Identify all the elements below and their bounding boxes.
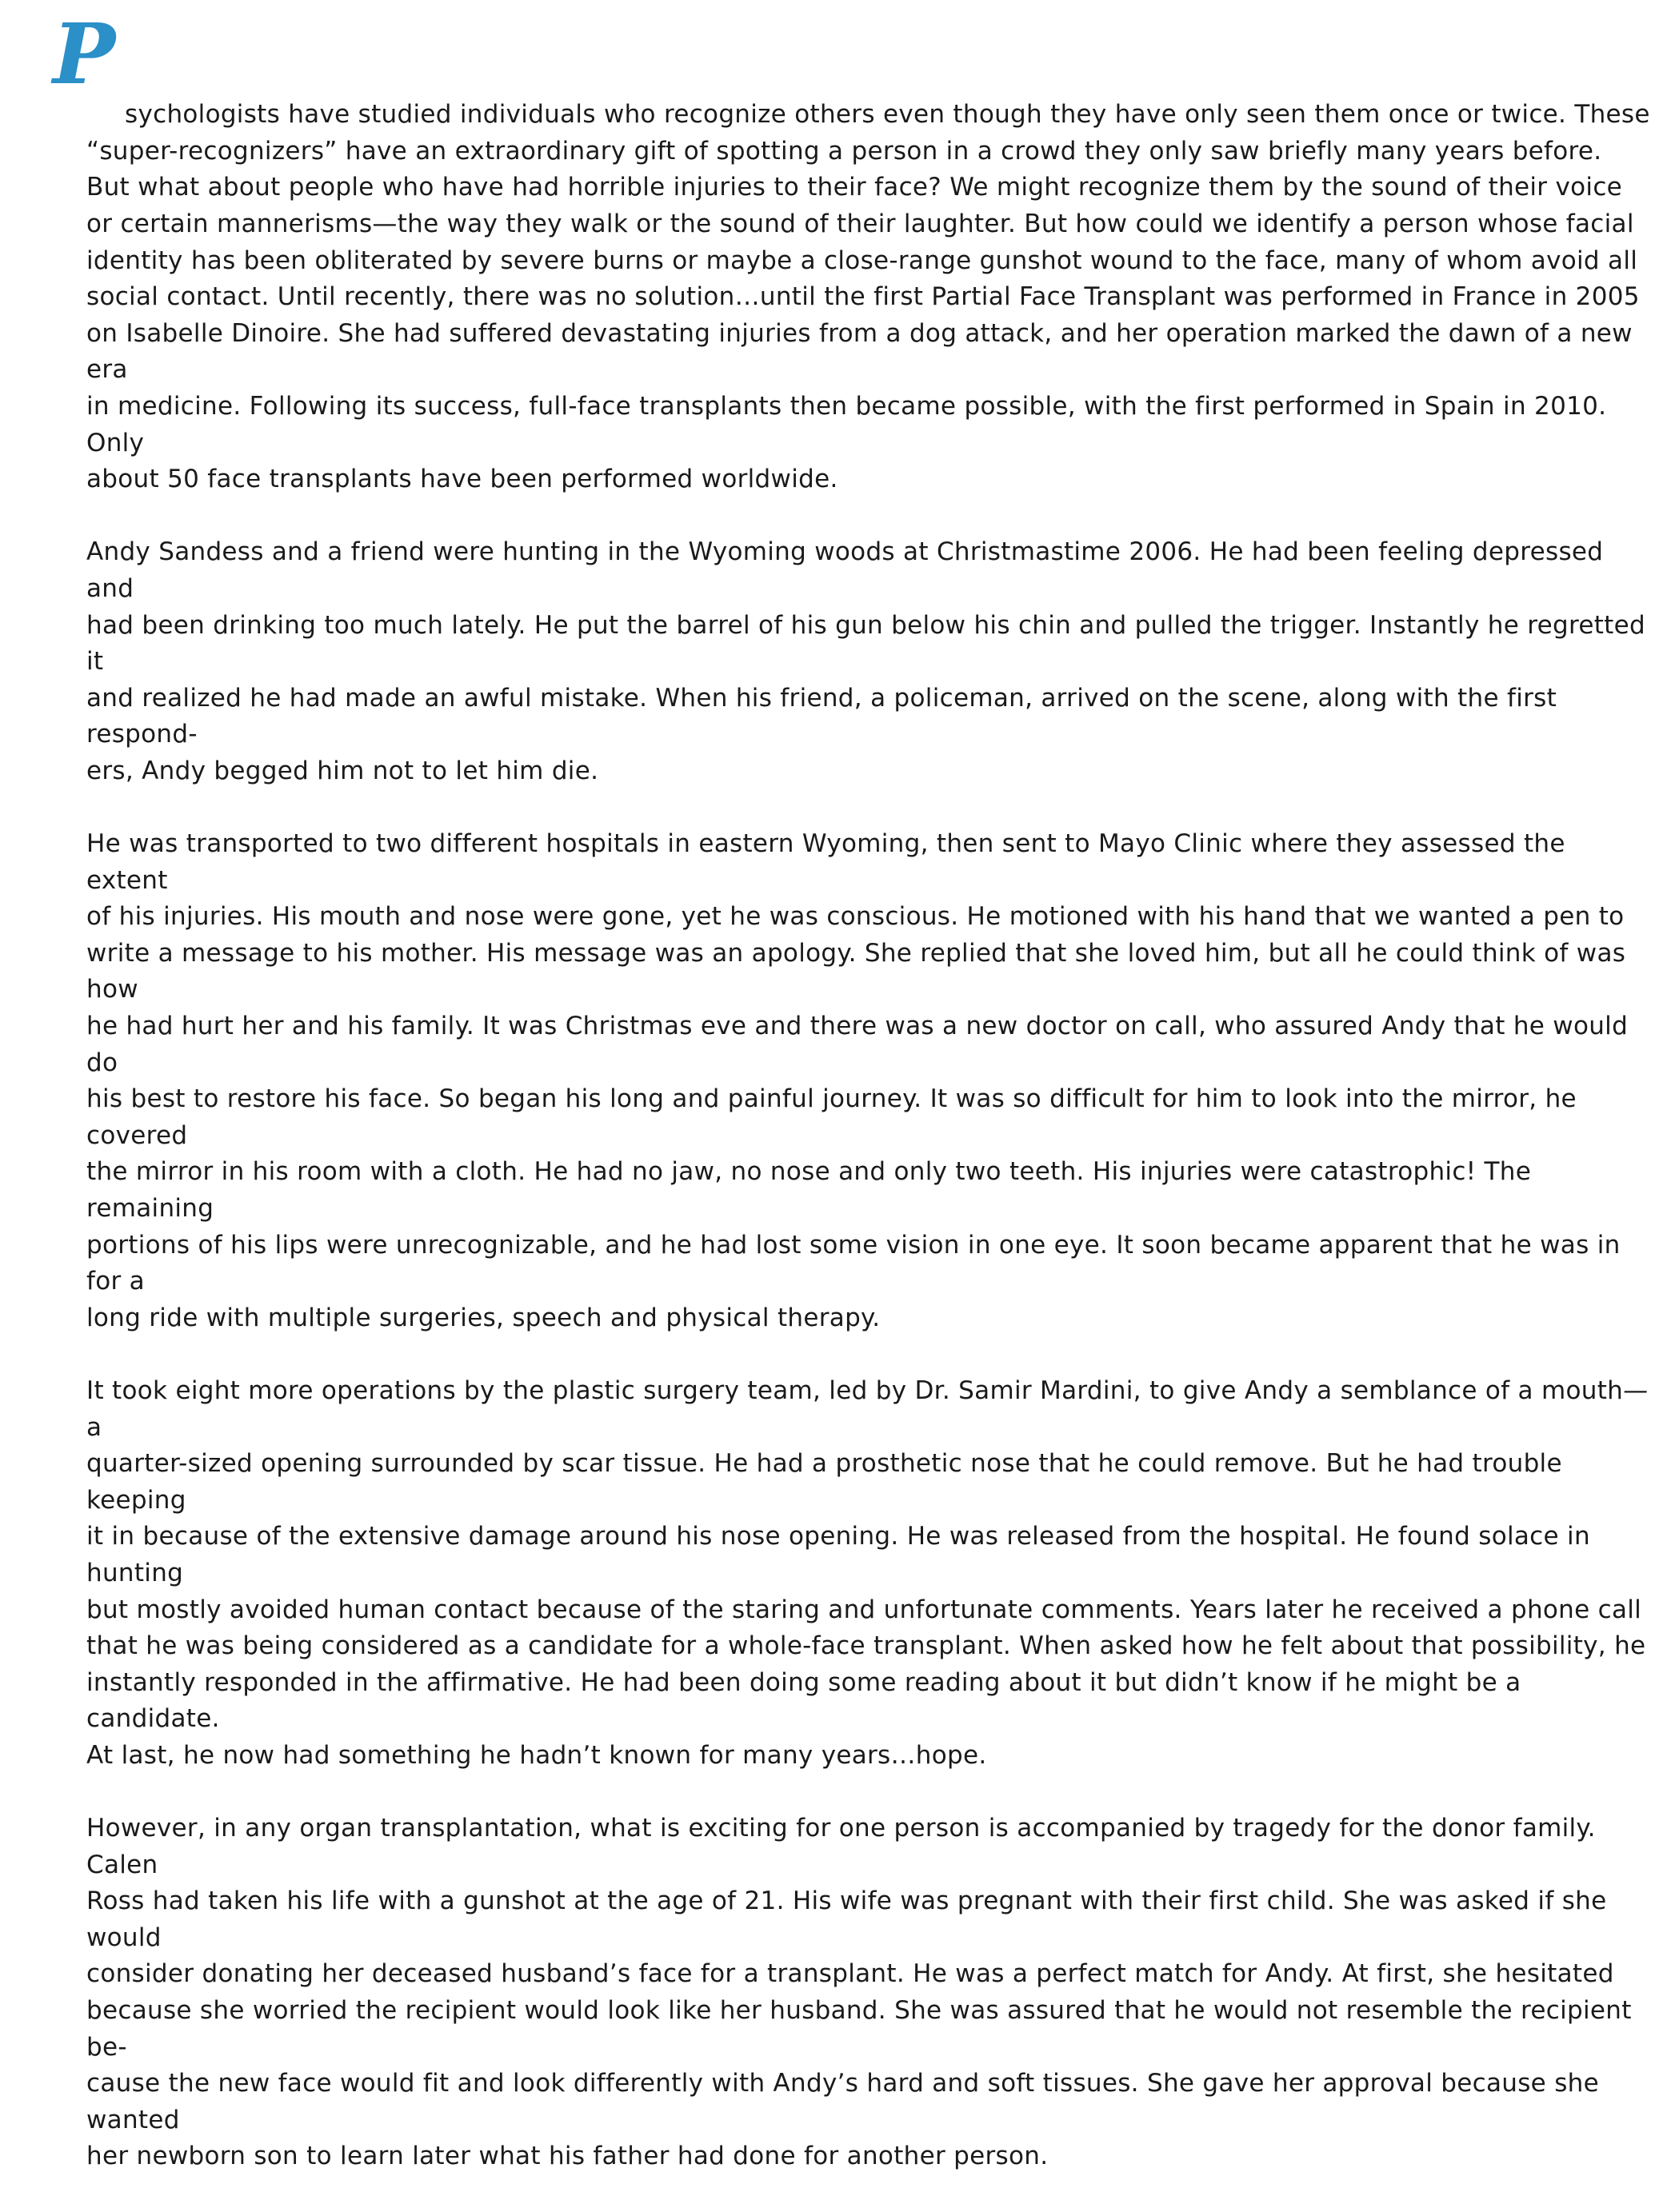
paragraph-1-text: sychologists have studied individuals who recognize others even though they have only seen them once or twice. These “super-recognizers” have an extraordinary gift of spotting a person in a crowd they only saw briefly many years before. But what about people who have had horrible injuries to their face? We might recognize them by the sound of their voice or certain mannerisms—the way they walk or the sound of their laughter. But how could we identify a person whose facial identity has been obliterated by severe burns or maybe a close-range gunshot wound to the face, many of whom avoid all social contact. Until recently, there was no solution…until the first Partial Face Transplant was performed in France in 2005 on Isabelle Dinoire. She had suffered devastating injuries from a dog attack, and her operation marked the dawn of a new era in medicine. Following its success, full-face transplants then became possible, with the first performed in Spain in 2010. Only about 50 face transplants have been performed worldwide.: [86, 100, 1650, 494]
paragraph-5: However, in any organ transplantation, what is exciting for one person is accompanied by tragedy for the donor family. Calen Ross had taken his life with a gunshot at the age of 21. His wife was pregnant with their first child. She was asked if she would consider donating her deceased husband’s face for a transplant. He was a perfect match for Andy. At first, she hesitated because she worried the recipient would look like her husband. She was assured that he would not resemble the recipient be- cause the new face would fit and look differently with Andy’s hard and soft tissues. She gave her approval because she wanted her newborn son to learn later what his father had done for another person.: [86, 1814, 1632, 2171]
article-body: [53, 18, 1654, 2212]
drop-cap-glyph: P: [53, 18, 116, 98]
paragraph-4: It took eight more operations by the plastic surgery team, led by Dr. Samir Mardini, to give Andy a semblance of a mouth—a quarter-sized opening surrounded by scar tissue. He had a prosthetic nose that he could remove. But he had trouble keeping it in because of the extensive damage around his nose opening. He was released from the hospital. He found solace in hunting but mostly avoided human contact because of the staring and unfortunate comments. Years later he received a phone call that he was being considered as a candidate for a whole-face transplant. When asked how he felt about that possibility, he instantly responded in the affirmative. He had been doing some reading about it but didn’t know if he might be a candidate. At last, he now had something he hadn’t known for many years…hope.: [86, 1376, 1649, 1770]
paragraph-1: [53, 18, 1654, 498]
paragraph-3: He was transported to two different hospitals in eastern Wyoming, then sent to Mayo Clinic where they assessed the extent of his injuries. His mouth and nose were gone, yet he was conscious. He motioned with his hand that we wanted a pen to write a message to his mother. His message was an apology. She replied that she loved him, but all he could think of was how he had hurt her and his family. It was Christmas eve and there was a new doctor on call, who assured Andy that he would do his best to restore his face. So began his long and painful journey. It was so difficult for him to look into the mirror, he covered the mirror in his room with a cloth. He had no jaw, no nose and only two teeth. His injuries were catastrophic! The remaining portions of his lips were unrecognizable, and he had lost some vision in one eye. It soon became apparent that he was in for a long ride with multiple surgeries, speech and physical therapy.: [86, 829, 1629, 1332]
drop-cap-letter-p: [48, 18, 125, 98]
paragraph-2: Andy Sandess and a friend were hunting in the Wyoming woods at Christmastime 2006. He had been feeling depressed and had been drinking too much lately. He put the barrel of his gun below his chin and pulled the trigger. Instantly he regretted it and realized he had made an awful mistake. When his friend, a policeman, arrived on the scene, along with the first respond- ers, Andy begged him not to let him die.: [86, 537, 1645, 785]
